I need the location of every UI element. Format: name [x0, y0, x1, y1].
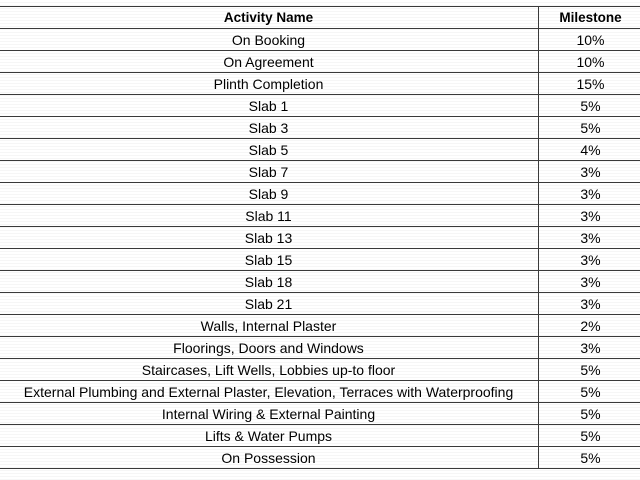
- activity-name-cell: On Agreement: [0, 51, 539, 73]
- activity-name-cell: Slab 18: [0, 271, 539, 293]
- milestone-cell: 5%: [539, 447, 640, 469]
- milestone-cell: 5%: [539, 403, 640, 425]
- milestone-header: Milestone: [539, 7, 640, 29]
- activity-name-cell: On Booking: [0, 29, 539, 51]
- activity-name-cell: Slab 13: [0, 227, 539, 249]
- table-row: [0, 359, 640, 381]
- milestone-cell: 2%: [539, 315, 640, 337]
- table-row: [0, 249, 640, 271]
- milestone-cell: 10%: [539, 29, 640, 51]
- milestone-cell: 3%: [539, 161, 640, 183]
- milestone-cell: 5%: [539, 117, 640, 139]
- table-row: [0, 227, 640, 249]
- milestone-cell: 3%: [539, 205, 640, 227]
- milestone-cell: 3%: [539, 293, 640, 315]
- table-row: [0, 315, 640, 337]
- activity-name-cell: Slab 5: [0, 139, 539, 161]
- table-row: [0, 139, 640, 161]
- table-row: [0, 447, 640, 469]
- milestone-cell: 15%: [539, 73, 640, 95]
- table-row: [0, 403, 640, 425]
- activity-name-cell: Staircases, Lift Wells, Lobbies up-to floor: [0, 359, 539, 381]
- milestone-cell: 4%: [539, 139, 640, 161]
- milestone-cell: 3%: [539, 271, 640, 293]
- activity-name-cell: Lifts & Water Pumps: [0, 425, 539, 447]
- milestone-cell: 3%: [539, 183, 640, 205]
- activity-name-cell: Slab 7: [0, 161, 539, 183]
- header-row: [0, 7, 640, 29]
- table-row: [0, 425, 640, 447]
- milestone-cell: 5%: [539, 381, 640, 403]
- table-row: [0, 161, 640, 183]
- activity-name-cell: Slab 3: [0, 117, 539, 139]
- activity-name-cell: Slab 9: [0, 183, 539, 205]
- activity-name-cell: External Plumbing and External Plaster, Elevation, Terraces with Waterproofing: [0, 381, 539, 403]
- activity-name-cell: Slab 1: [0, 95, 539, 117]
- milestone-cell: 10%: [539, 51, 640, 73]
- table-row: [0, 29, 640, 51]
- activity-name-cell: Walls, Internal Plaster: [0, 315, 539, 337]
- activity-name-cell: Slab 15: [0, 249, 539, 271]
- activity-name-cell: Slab 11: [0, 205, 539, 227]
- milestone-cell: 5%: [539, 359, 640, 381]
- payment-schedule-table: [0, 6, 640, 469]
- milestone-cell: 5%: [539, 425, 640, 447]
- milestone-cell: 3%: [539, 337, 640, 359]
- milestone-cell: 5%: [539, 95, 640, 117]
- activity-name-cell: Slab 21: [0, 293, 539, 315]
- table-row: [0, 73, 640, 95]
- activity-name-cell: On Possession: [0, 447, 539, 469]
- table-row: [0, 337, 640, 359]
- table-body: [0, 29, 640, 469]
- milestone-cell: 3%: [539, 249, 640, 271]
- table-row: [0, 293, 640, 315]
- activity-name-header: Activity Name: [0, 7, 539, 29]
- table-row: [0, 51, 640, 73]
- table-row: [0, 271, 640, 293]
- table-row: [0, 95, 640, 117]
- table-row: [0, 117, 640, 139]
- table-row: [0, 205, 640, 227]
- table-header: [0, 7, 640, 29]
- activity-name-cell: Floorings, Doors and Windows: [0, 337, 539, 359]
- activity-name-cell: Internal Wiring & External Painting: [0, 403, 539, 425]
- table-row: [0, 381, 640, 403]
- milestone-cell: 3%: [539, 227, 640, 249]
- activity-name-cell: Plinth Completion: [0, 73, 539, 95]
- table-row: [0, 183, 640, 205]
